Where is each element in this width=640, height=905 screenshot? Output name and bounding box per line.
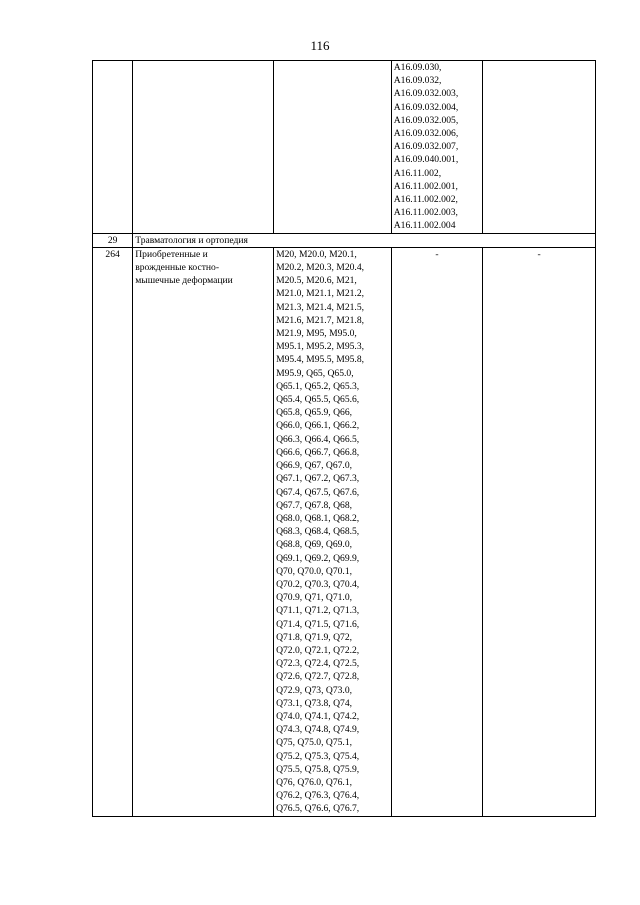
code-line: Q76.5, Q76.6, Q76.7, bbox=[276, 803, 360, 815]
table-row-continuation bbox=[93, 61, 596, 234]
code-line: M20.5, M20.6, M21, bbox=[276, 275, 357, 287]
code-line: Q71.4, Q71.5, Q71.6, bbox=[276, 618, 360, 630]
code-line: M95.9, Q65, Q65.0, bbox=[276, 367, 354, 379]
code-line: A16.09.032, bbox=[393, 75, 442, 87]
code-line: Q76.2, Q76.3, Q76.4, bbox=[276, 790, 360, 802]
code-line: Q66.3, Q66.4, Q66.5, bbox=[276, 433, 360, 445]
code-line: Q75.2, Q75.3, Q75.4, bbox=[276, 750, 360, 762]
code-line: A16.11.002, bbox=[393, 167, 442, 179]
item-name-line: врожденные костно- bbox=[135, 262, 220, 274]
code-line: A16.11.002.003, bbox=[393, 207, 458, 219]
code-line: A16.09.040.001, bbox=[393, 154, 459, 166]
item-name-line: мышечные деформации bbox=[135, 275, 233, 287]
code-line: Q74.0, Q74.1, Q74.2, bbox=[276, 710, 360, 722]
code-line: A16.09.030, bbox=[393, 62, 442, 73]
code-line: Q74.3, Q74.8, Q74.9, bbox=[276, 724, 360, 736]
code-line: Q68.3, Q68.4, Q68.5, bbox=[276, 526, 360, 538]
code-line: A16.09.032.003, bbox=[393, 88, 459, 100]
table-row-item bbox=[93, 247, 596, 816]
cell-number bbox=[93, 61, 133, 234]
code-line: M95.1, M95.2, M95.3, bbox=[276, 341, 365, 353]
cell-name bbox=[133, 61, 274, 234]
code-line: Q70.2, Q70.3, Q70.4, bbox=[276, 578, 360, 590]
item-name-line: Приобретенные и bbox=[135, 248, 208, 260]
code-line: Q71.1, Q71.2, Q71.3, bbox=[276, 605, 360, 617]
code-line: Q67.4, Q67.5, Q67.6, bbox=[276, 486, 360, 498]
table-row-section bbox=[93, 233, 596, 247]
code-line: Q67.1, Q67.2, Q67.3, bbox=[276, 473, 360, 485]
code-line: M21.0, M21.1, M21.2, bbox=[276, 288, 365, 300]
code-line: Q65.4, Q65.5, Q65.6, bbox=[276, 394, 360, 406]
code-line: Q66.9, Q67, Q67.0, bbox=[276, 460, 353, 472]
code-line: Q75, Q75.0, Q75.1, bbox=[276, 737, 353, 749]
cell-codes bbox=[274, 61, 392, 234]
code-line: M21.6, M21.7, M21.8, bbox=[276, 314, 365, 326]
code-line: Q65.1, Q65.2, Q65.3, bbox=[276, 380, 360, 392]
code-line: M20, M20.0, M20.1, bbox=[276, 248, 357, 260]
code-line: Q76, Q76.0, Q76.1, bbox=[276, 776, 353, 788]
code-line: Q69.1, Q69.2, Q69.9, bbox=[276, 552, 360, 564]
item-diagnosis-codes bbox=[274, 247, 392, 816]
code-line: A16.09.032.007, bbox=[393, 141, 459, 153]
code-line: Q72.6, Q72.7, Q72.8, bbox=[276, 671, 360, 683]
code-line: M21.3, M21.4, M21.5, bbox=[276, 301, 365, 313]
document-table bbox=[92, 60, 596, 817]
cell-procedure-codes bbox=[391, 61, 483, 234]
code-line: A16.11.002.001, bbox=[393, 180, 458, 192]
code-line: A16.11.002.004 bbox=[393, 220, 456, 232]
code-line: M20.2, M20.3, M20.4, bbox=[276, 262, 365, 274]
code-line: Q75.5, Q75.8, Q75.9, bbox=[276, 763, 360, 775]
item-col5: - bbox=[483, 247, 596, 816]
code-line: Q68.8, Q69, Q69.0, bbox=[276, 539, 353, 551]
item-number: 264 bbox=[93, 247, 133, 816]
code-line: Q70.9, Q71, Q71.0, bbox=[276, 592, 353, 604]
code-line: Q71.8, Q71.9, Q72, bbox=[276, 631, 353, 643]
code-line: Q73.1, Q73.8, Q74, bbox=[276, 697, 353, 709]
page-number: 116 bbox=[310, 38, 330, 53]
code-line: A16.11.002.002, bbox=[393, 194, 458, 206]
code-line: Q67.7, Q67.8, Q68, bbox=[276, 499, 353, 511]
code-line: Q66.0, Q66.1, Q66.2, bbox=[276, 420, 360, 432]
code-line: Q65.8, Q65.9, Q66, bbox=[276, 407, 353, 419]
code-line: Q66.6, Q66.7, Q66.8, bbox=[276, 446, 360, 458]
code-line: M21.9, M95, M95.0, bbox=[276, 328, 357, 340]
code-line: Q70, Q70.0, Q70.1, bbox=[276, 565, 353, 577]
code-line: Q72.9, Q73, Q73.0, bbox=[276, 684, 353, 696]
item-name bbox=[133, 247, 274, 816]
section-number: 29 bbox=[93, 233, 133, 247]
code-line: Q72.0, Q72.1, Q72.2, bbox=[276, 644, 360, 656]
procedure-code-list bbox=[394, 61, 481, 233]
code-line: A16.09.032.006, bbox=[393, 128, 459, 140]
code-line: Q72.3, Q72.4, Q72.5, bbox=[276, 658, 360, 670]
code-line: M95.4, M95.5, M95.8, bbox=[276, 354, 365, 366]
cell-empty bbox=[483, 61, 596, 234]
code-line: Q68.0, Q68.1, Q68.2, bbox=[276, 512, 360, 524]
code-line: A16.09.032.004, bbox=[393, 101, 459, 113]
item-col4: - bbox=[391, 247, 483, 816]
code-line: A16.09.032.005, bbox=[393, 114, 459, 126]
diagnosis-code-list bbox=[276, 248, 389, 816]
section-title: Травматология и ортопедия bbox=[133, 233, 596, 247]
